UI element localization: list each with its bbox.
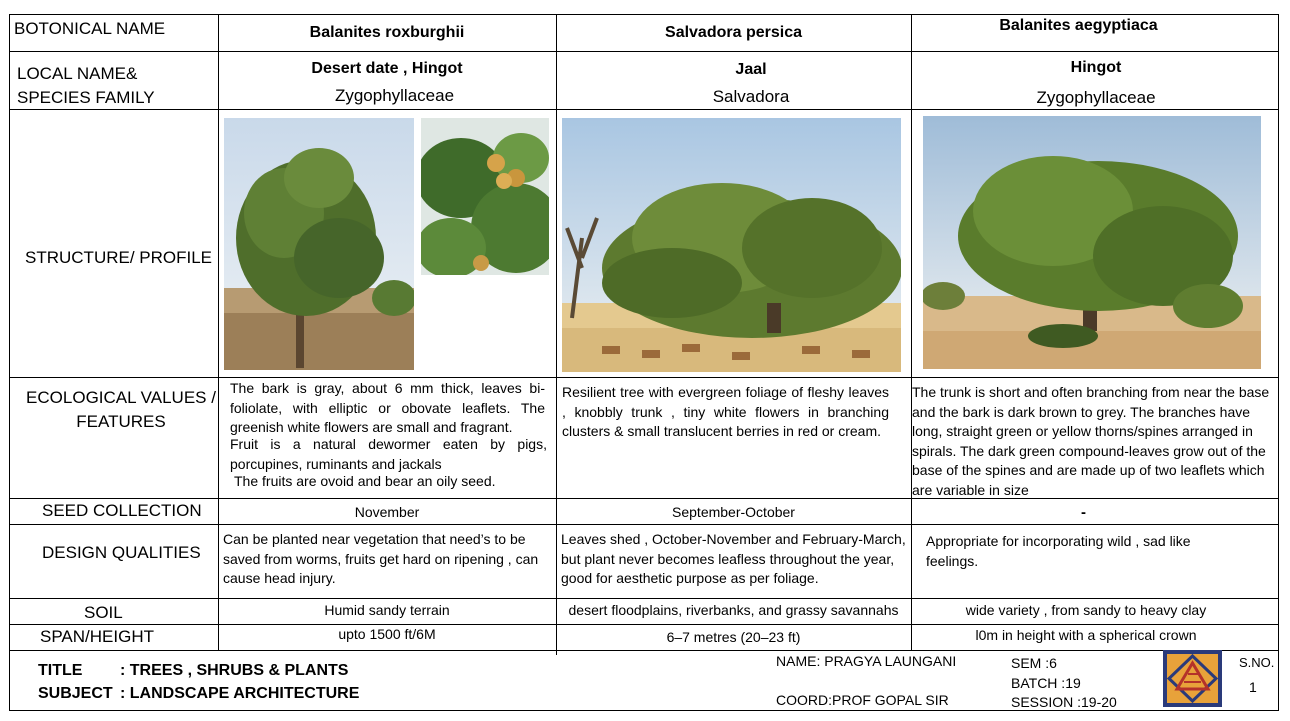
column-divider bbox=[911, 15, 912, 650]
photo-balanites-roxburghii-fruit bbox=[421, 118, 549, 275]
row-label-local: LOCAL NAME& bbox=[17, 64, 138, 83]
row-label-soil: SOIL bbox=[84, 603, 123, 622]
row-label-ecological: ECOLOGICAL VALUES / bbox=[26, 388, 216, 407]
species-2-family: Salvadora bbox=[712, 87, 790, 106]
footer-sem: SEM :6 bbox=[1011, 655, 1057, 671]
species-2-design: Leaves shed , October-November and February-March, but plant never becomes leafless throughout the year, good for aesthetic purpose as per foliage. bbox=[561, 531, 906, 586]
footer-session: SESSION :19-20 bbox=[1011, 694, 1117, 710]
footer-subject-label: SUBJECT bbox=[38, 685, 113, 702]
row-label-botanical: BOTONICAL NAME bbox=[14, 19, 166, 38]
row-divider bbox=[10, 524, 1278, 525]
college-logo bbox=[1162, 649, 1223, 708]
column-divider bbox=[218, 15, 219, 650]
species-3-botanical: Balanites aegyptiaca bbox=[999, 17, 1158, 34]
species-3-local: Hingot bbox=[1070, 59, 1122, 76]
species-1-span: upto 1500 ft/6M bbox=[338, 626, 436, 642]
species-1-botanical: Balanites roxburghii bbox=[309, 24, 465, 41]
footer-subject bbox=[38, 682, 359, 705]
row-label-structure: STRUCTURE/ PROFILE bbox=[25, 248, 213, 267]
footer-sno-value: 1 bbox=[1249, 679, 1257, 695]
photo-balanites-roxburghii-tree bbox=[224, 118, 414, 370]
row-divider bbox=[10, 109, 1278, 110]
species-1-local: Desert date , Hingot bbox=[311, 60, 463, 77]
row-divider bbox=[10, 377, 1278, 378]
row-label-design: DESIGN QUALITIES bbox=[42, 543, 201, 562]
column-divider bbox=[556, 15, 557, 655]
footer-name: NAME: PRAGYA LAUNGANI bbox=[776, 653, 957, 669]
species-2-soil: desert floodplains, riverbanks, and grassy savannahs bbox=[568, 602, 899, 618]
species-3-family: Zygophyllaceae bbox=[1036, 88, 1156, 107]
row-label-family: SPECIES FAMILY bbox=[17, 88, 155, 107]
species-1-family: Zygophyllaceae bbox=[334, 86, 455, 105]
row-label-seed: SEED COLLECTION bbox=[42, 501, 202, 520]
row-label-span: SPAN/HEIGHT bbox=[40, 627, 154, 646]
footer-title bbox=[38, 659, 348, 682]
footer-coord: COORD:PROF GOPAL SIR bbox=[776, 692, 949, 708]
footer-title-label: TITLE bbox=[38, 662, 83, 679]
species-1-soil: Humid sandy terrain bbox=[324, 602, 450, 618]
row-divider bbox=[10, 51, 1278, 52]
photo-balanites-aegyptiaca bbox=[923, 116, 1261, 369]
species-3-seed: - bbox=[1081, 504, 1086, 521]
footer-sno-label: S.NO. bbox=[1239, 655, 1275, 670]
species-3-span: l0m in height with a spherical crown bbox=[975, 627, 1197, 643]
row-divider bbox=[10, 598, 1278, 599]
row-divider bbox=[10, 650, 1278, 651]
species-2-local: Jaal bbox=[735, 61, 767, 78]
species-1-ecological-p3: The fruits are ovoid and bear an oily seed. bbox=[234, 473, 496, 489]
species-2-botanical: Salvadora persica bbox=[665, 24, 802, 41]
row-divider bbox=[10, 624, 1278, 625]
species-1-seed: November bbox=[354, 504, 420, 520]
species-3-ecological: The trunk is short and often branching from near the base and the bark is dark brown to grey. The branches have long, straight green or yellow thorns/spines arranged in spirals. The dark green compound-leaves grow out of the base of the spines and are made up of two leaflets which are variable in size bbox=[912, 384, 1270, 498]
species-3-soil: wide variety , from sandy to heavy clay bbox=[965, 602, 1207, 618]
species-2-ecological: Resilient tree with evergreen foliage of fleshy leaves , knobbly trunk , tiny white flowers in branching clusters & small translucent berries in red or cream. bbox=[562, 384, 889, 439]
species-2-seed: September-October bbox=[672, 504, 795, 520]
species-1-ecological-p1: The bark is gray, about 6 mm thick, leaves bi-foliolate, with elliptic or obovate leaflets. The greenish white flowers are small and fragrant. bbox=[230, 380, 545, 435]
footer-subject-value: : LANDSCAPE ARCHITECTURE bbox=[120, 685, 360, 702]
footer-batch: BATCH :19 bbox=[1011, 675, 1081, 691]
row-label-features: FEATURES bbox=[76, 412, 166, 431]
species-1-ecological-p2: Fruit is a natural dewormer eaten by pigs, porcupines, ruminants and jackals bbox=[230, 436, 547, 472]
species-3-design: Appropriate for incorporating wild , sad like feelings. bbox=[926, 533, 1191, 569]
species-1-design: Can be planted near vegetation that need’s to be saved from worms, fruits get hard on ripening , can cause head injury. bbox=[223, 531, 539, 586]
footer-title-value: : TREES , SHRUBS & PLANTS bbox=[120, 662, 349, 679]
species-2-span: 6–7 metres (20–23 ft) bbox=[666, 629, 801, 645]
photo-salvadora-persica bbox=[562, 118, 901, 372]
